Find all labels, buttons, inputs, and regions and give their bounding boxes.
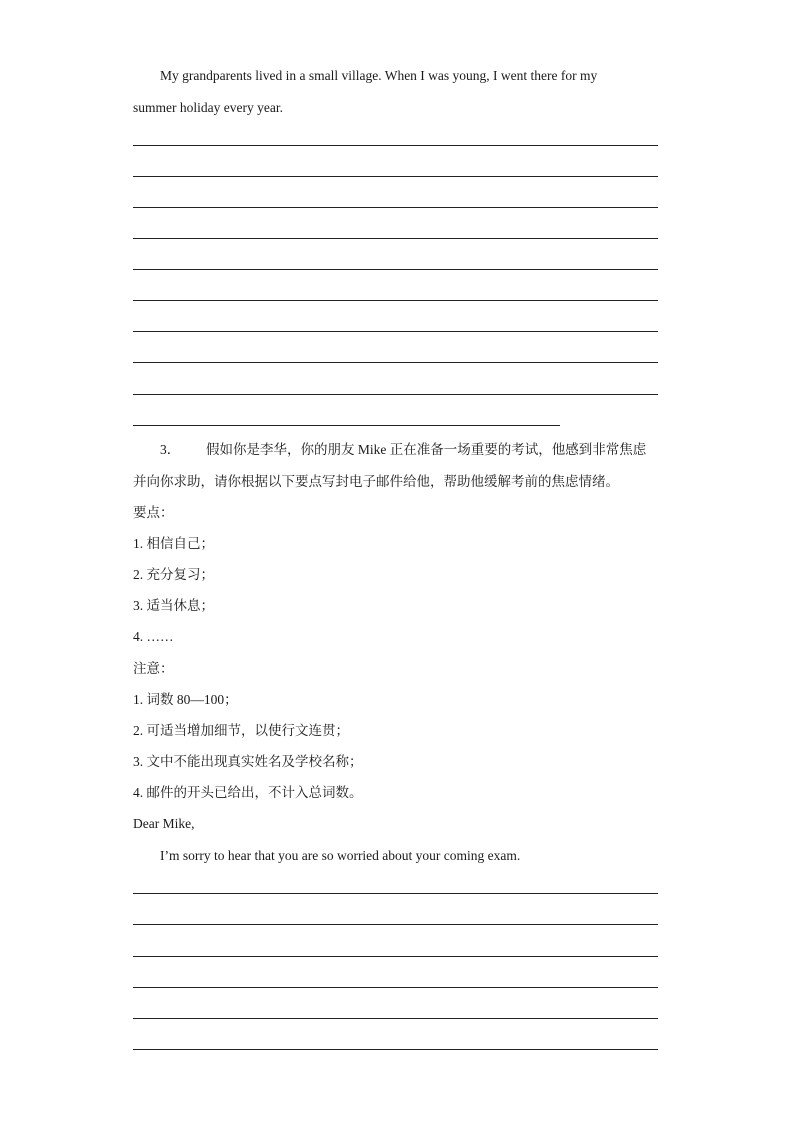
paragraph-line-2: summer holiday every year.	[133, 100, 283, 115]
question-prompt-line-2: 并向你求助，请你根据以下要点写封电子邮件给他，帮助他缓解考前的焦虑情绪。	[133, 474, 619, 489]
email-greeting: Dear Mike,	[133, 816, 195, 831]
writing-line[interactable]	[133, 1049, 658, 1050]
writing-line[interactable]	[133, 176, 658, 177]
point-item: 4. ……	[133, 629, 174, 644]
writing-line[interactable]	[133, 893, 658, 894]
writing-line[interactable]	[133, 145, 658, 146]
email-opening: I’m sorry to hear that you are so worried about your coming exam.	[160, 848, 521, 863]
writing-line[interactable]	[133, 238, 658, 239]
writing-line[interactable]	[133, 956, 658, 957]
writing-line[interactable]	[133, 924, 658, 925]
point-item: 1. 相信自己；	[133, 536, 214, 551]
note-item: 1. 词数 80—100；	[133, 692, 238, 707]
prompt-text: 假如你是李华，你的朋友 Mike 正在准备一场重要的考试，他感到非常焦虑	[206, 442, 647, 457]
writing-line[interactable]	[133, 207, 658, 208]
notes-heading: 注意：	[133, 661, 174, 676]
note-item: 3. 文中不能出现真实姓名及学校名称；	[133, 754, 363, 769]
writing-line[interactable]	[133, 987, 658, 988]
points-heading: 要点：	[133, 505, 174, 520]
writing-line[interactable]	[133, 1018, 658, 1019]
point-item: 3. 适当休息；	[133, 598, 214, 613]
writing-line[interactable]	[133, 300, 658, 301]
paragraph-line-1: My grandparents lived in a small village. When I was young, I went there for my	[160, 68, 598, 83]
point-item: 2. 充分复习；	[133, 567, 214, 582]
note-item: 2. 可适当增加细节，以使行文连贯；	[133, 723, 349, 738]
writing-line[interactable]	[133, 425, 560, 426]
question-number: 3．	[160, 442, 181, 457]
writing-line[interactable]	[133, 331, 658, 332]
question-prompt-line-1	[160, 441, 646, 459]
writing-line[interactable]	[133, 394, 658, 395]
note-item: 4. 邮件的开头已给出，不计入总词数。	[133, 785, 363, 800]
writing-line[interactable]	[133, 362, 658, 363]
writing-line[interactable]	[133, 269, 658, 270]
